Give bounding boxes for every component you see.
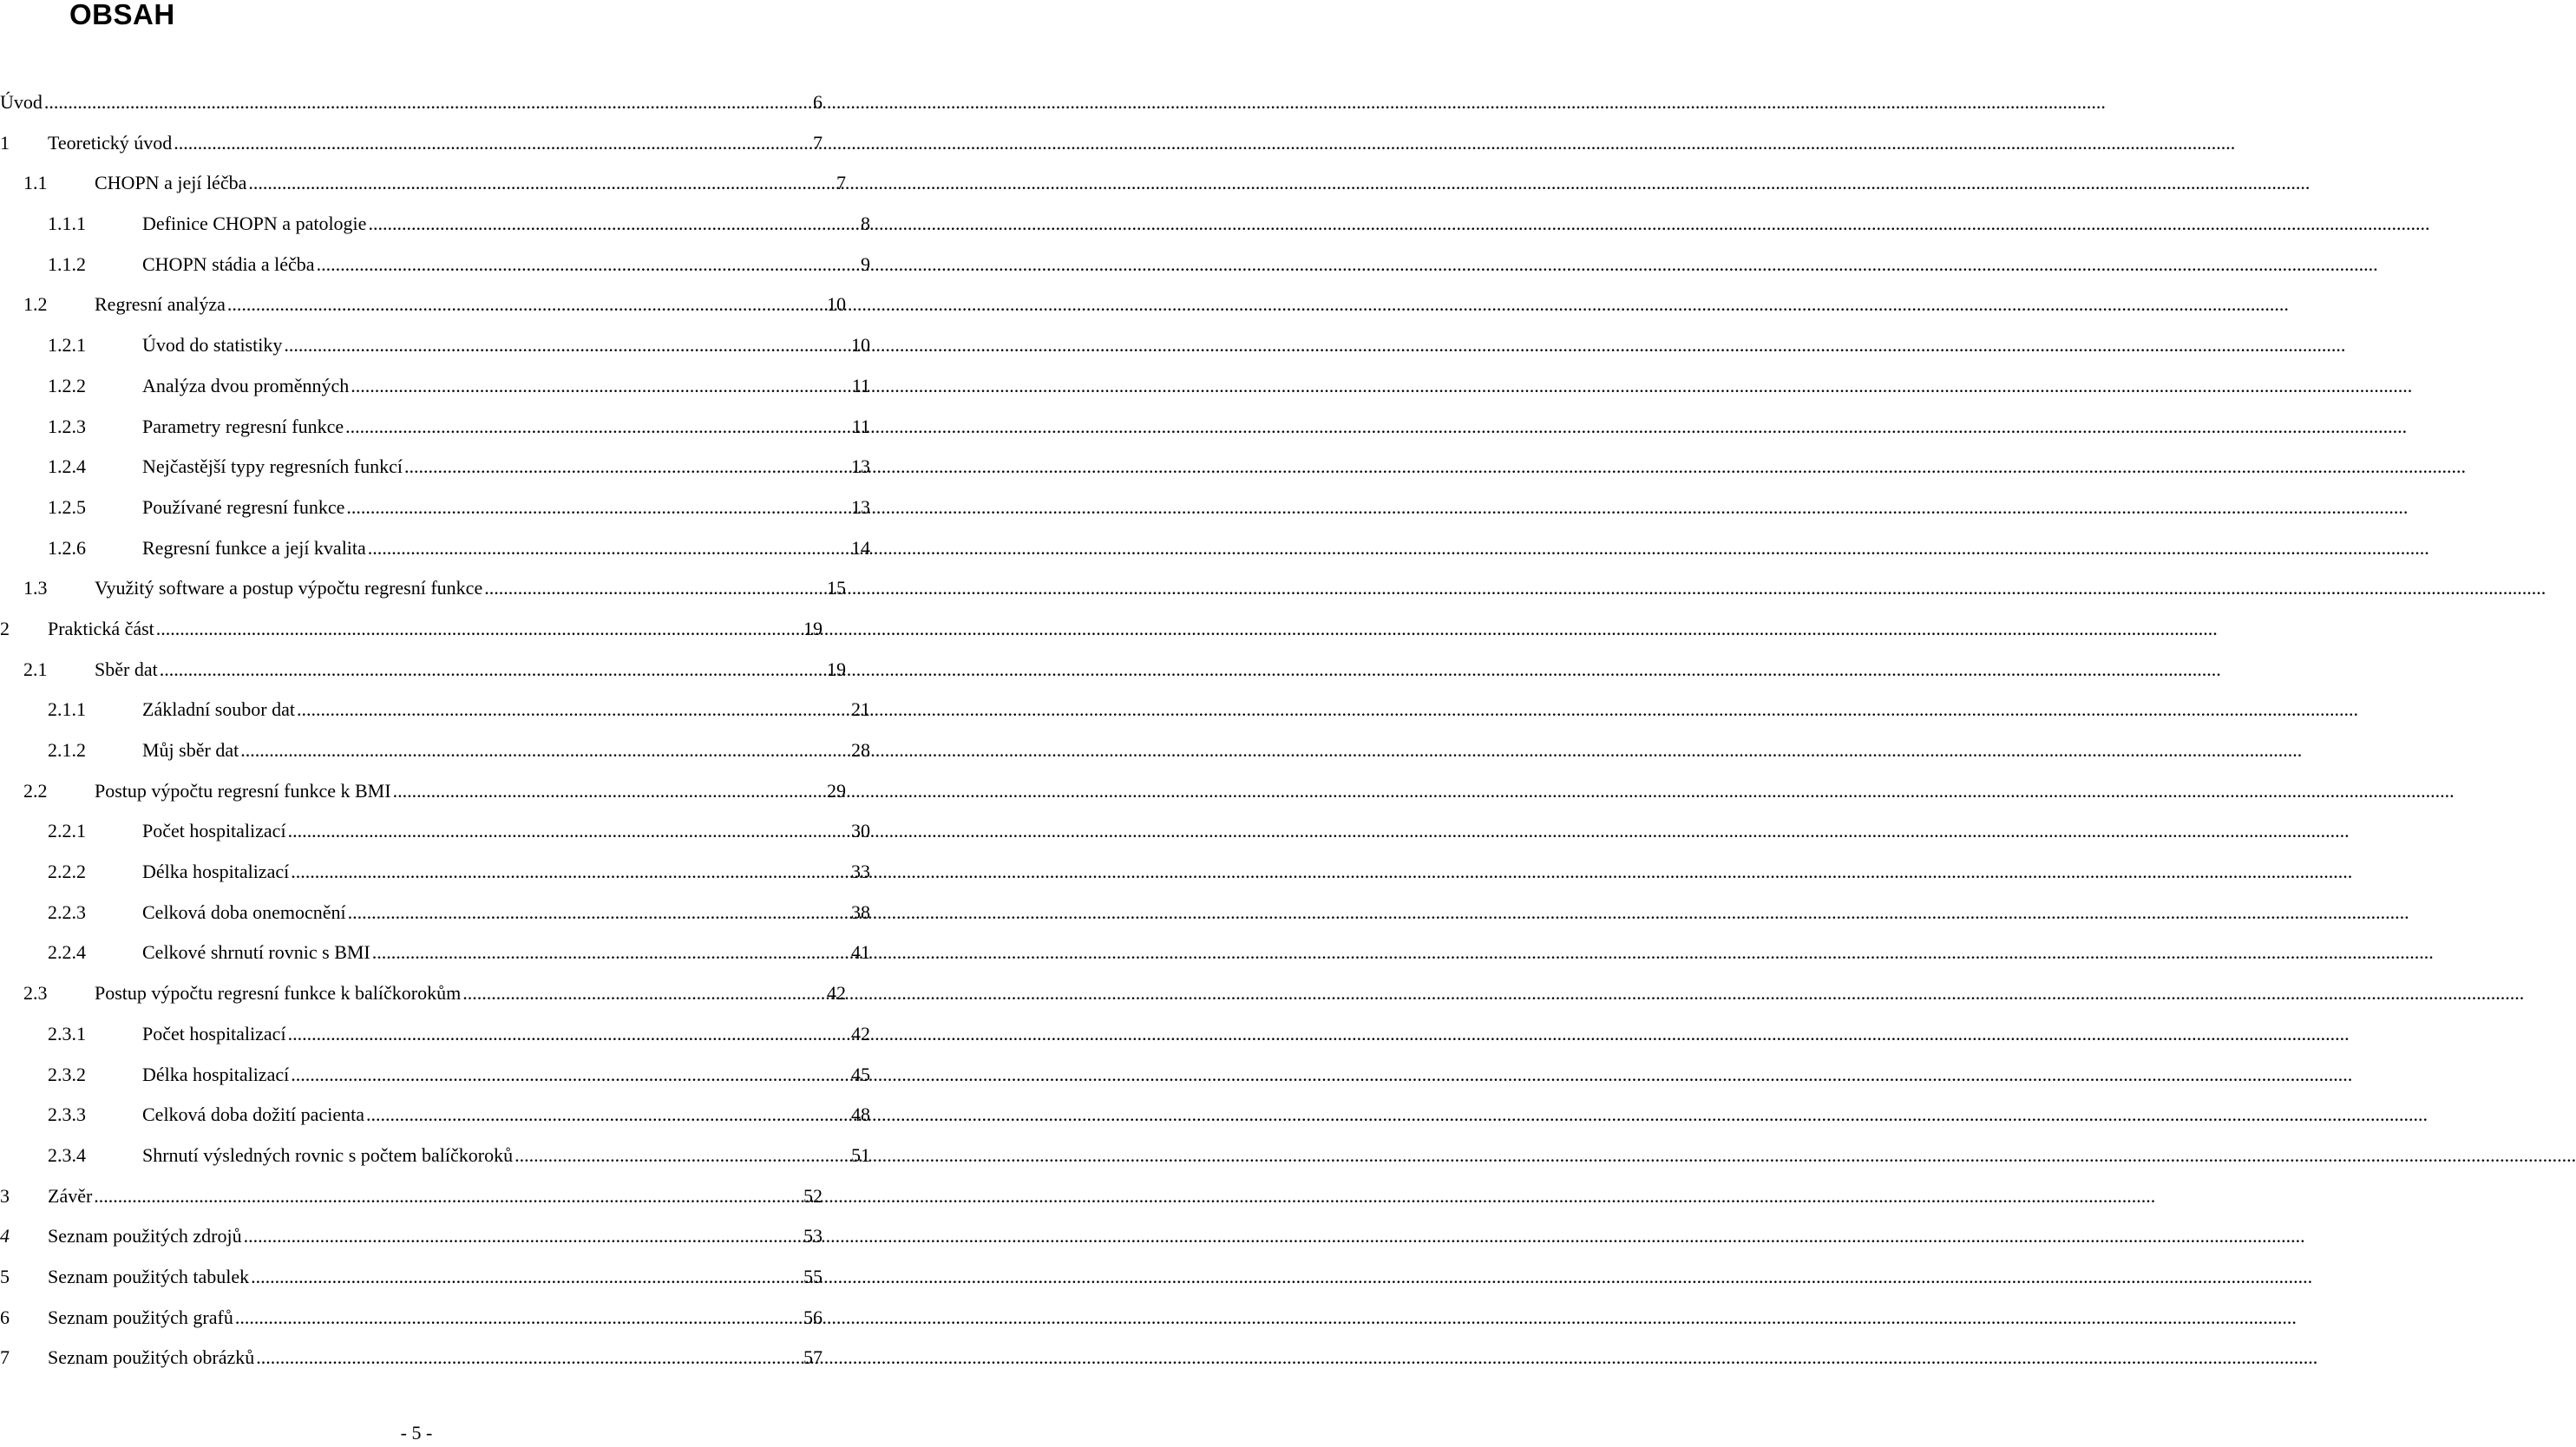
toc-dot-leader [256, 1338, 803, 1378]
toc-entry-page: 55 [803, 1265, 823, 1287]
toc-entry-title: Postup výpočtu regresní funkce k balíčkorokům [95, 982, 462, 1005]
toc-entry[interactable] [0, 1176, 823, 1217]
toc-entry[interactable] [0, 163, 846, 204]
toc-entry-title: Používané regresní funkce [142, 495, 345, 518]
toc-entry-title: Můj sběr dat [142, 739, 239, 761]
toc-entry-title: Seznam použitých tabulek [48, 1265, 250, 1287]
toc-entry-number: 2.3.3 [48, 1103, 86, 1126]
toc-entry-title: Analýza dvou proměnných [142, 374, 350, 396]
toc-dot-leader [160, 650, 826, 691]
toc-entry-page: 11 [851, 415, 870, 437]
toc-entry[interactable] [0, 1298, 823, 1339]
toc-entry-number: 6 [0, 1306, 10, 1328]
toc-entry-number: 1.2.2 [48, 374, 86, 396]
toc-entry-title: Shrnutí výsledných rovnic s počtem balíčkoroků [142, 1143, 514, 1166]
toc-entry-number: 1.1 [23, 172, 48, 194]
toc-entry-number: 1.2.4 [48, 455, 86, 478]
toc-entry-number: 1.3 [23, 577, 48, 599]
toc-dot-leader [44, 82, 812, 123]
toc-entry-page: 10 [827, 293, 846, 316]
toc-entry-title: Definice CHOPN a patologie [142, 213, 367, 235]
toc-entry-title: Počet hospitalizací [142, 820, 286, 842]
page-number: - 5 - [400, 1422, 433, 1444]
toc-entry[interactable] [0, 650, 846, 691]
toc-entry-title: Seznam použitých obrázků [48, 1346, 255, 1369]
toc-entry-page: 11 [851, 374, 870, 396]
toc-entry[interactable] [0, 528, 870, 569]
toc-entry-title: Úvod [0, 91, 43, 113]
toc-entry-page: 21 [851, 698, 870, 721]
toc-entry-number: 2.2.1 [48, 820, 86, 842]
toc-entry[interactable] [0, 488, 870, 528]
toc-entry-title: Regresní analýza [95, 293, 226, 316]
toc-entry-title: Praktická část [48, 617, 154, 639]
toc-entry-page: 6 [813, 91, 823, 113]
toc-entry[interactable] [0, 1014, 870, 1055]
toc-entry-number: 1 [0, 131, 10, 154]
toc-entry-number: 2.1.2 [48, 739, 86, 761]
toc-entry-title: CHOPN a její léčba [95, 172, 247, 194]
toc-entry[interactable] [0, 1338, 823, 1378]
toc-entry-page: 42 [827, 982, 846, 1005]
toc-dot-leader [368, 528, 850, 569]
toc-entry-number: 1.1.1 [48, 213, 86, 235]
toc-entry-number: 2.2 [23, 779, 48, 802]
toc-entry-title: Nejčastější typy regresních funkcí [142, 455, 403, 478]
toc-entry[interactable] [0, 933, 870, 973]
toc-entry[interactable] [0, 690, 870, 730]
toc-dot-leader [484, 568, 826, 609]
toc-dot-leader [244, 1216, 803, 1257]
toc-entry[interactable] [0, 771, 846, 812]
toc-entry-page: 42 [851, 1022, 870, 1044]
toc-dot-leader [462, 973, 826, 1014]
toc-dot-leader [372, 933, 850, 973]
toc-entry[interactable] [0, 1095, 870, 1136]
toc-entry-title: Regresní funkce a její kvalita [142, 536, 366, 559]
toc-entry[interactable] [0, 1216, 823, 1257]
toc-entry-page: 9 [861, 252, 870, 275]
toc-entry-number: 2.3 [23, 982, 48, 1005]
toc-entry-number: 4 [0, 1225, 10, 1247]
toc-entry-number: 2.2.4 [48, 941, 86, 964]
toc-entry-number: 5 [0, 1265, 10, 1287]
toc-entry-title: Celková doba dožití pacienta [142, 1103, 364, 1126]
toc-entry-title: Využitý software a postup výpočtu regresní funkce [95, 577, 483, 599]
toc-entry-page: 13 [851, 495, 870, 518]
toc-entry-page: 19 [803, 617, 823, 639]
toc-entry-page: 51 [851, 1143, 870, 1166]
toc-entry-page: 45 [851, 1063, 870, 1085]
toc-entry-title: Parametry regresní funkce [142, 415, 344, 437]
toc-entry-page: 19 [827, 658, 846, 680]
toc-entry-number: 1.2.1 [48, 334, 86, 357]
toc-entry[interactable] [0, 447, 870, 488]
toc-entry[interactable] [0, 1055, 870, 1096]
toc-entry-number: 1.2.3 [48, 415, 86, 437]
toc-entry[interactable] [0, 245, 870, 285]
toc-entry-page: 38 [851, 900, 870, 923]
toc-dot-leader [251, 1257, 803, 1298]
toc-entry[interactable] [0, 730, 870, 771]
toc-entry[interactable] [0, 285, 846, 325]
toc-entry-number: 3 [0, 1184, 10, 1207]
toc-entry-title: Teoretický úvod [48, 131, 173, 154]
toc-entry-number: 1.2 [23, 293, 48, 316]
toc-dot-leader [297, 690, 850, 730]
toc-entry-title: Celkové shrnutí rovnic s BMI [142, 941, 370, 964]
toc-entry-number: 2 [0, 617, 10, 639]
toc-dot-leader [284, 325, 850, 366]
toc-entry[interactable] [0, 1257, 823, 1298]
toc-entry[interactable] [0, 609, 823, 650]
toc-entry-title: Seznam použitých grafů [48, 1306, 233, 1328]
toc-entry-title: Délka hospitalizací [142, 861, 290, 883]
toc-dot-leader [404, 447, 850, 488]
toc-entry[interactable] [0, 82, 823, 123]
toc-dot-leader [366, 1095, 850, 1136]
toc-dot-leader [368, 204, 860, 245]
toc-entry-page: 8 [861, 213, 870, 235]
page-title: OBSAH [69, 0, 175, 30]
toc-entry-title: Délka hospitalizací [142, 1063, 290, 1085]
toc-entry[interactable] [0, 123, 823, 164]
toc-entry[interactable] [0, 1136, 870, 1176]
toc-entry-page: 57 [803, 1346, 823, 1369]
toc-dot-leader [240, 730, 850, 771]
toc-dot-leader [156, 609, 803, 650]
toc-entry-number: 2.3.4 [48, 1143, 86, 1166]
toc-dot-leader [291, 852, 850, 893]
toc-dot-leader [227, 285, 826, 325]
toc-entry-title: Postup výpočtu regresní funkce k BMI [95, 779, 391, 802]
toc-entry-page: 41 [851, 941, 870, 964]
toc-entry-title: CHOPN stádia a léčba [142, 252, 315, 275]
toc-entry[interactable] [0, 407, 870, 448]
toc-dot-leader [235, 1298, 803, 1339]
toc-dot-leader [291, 1055, 850, 1096]
toc-entry-title: Sběr dat [95, 658, 158, 680]
toc-entry-page: 14 [851, 536, 870, 559]
toc-entry-page: 33 [851, 861, 870, 883]
toc-entry-page: 29 [827, 779, 846, 802]
toc-entry-title: Počet hospitalizací [142, 1022, 286, 1044]
toc-entry-number: 2.2.2 [48, 861, 86, 883]
toc-entry-page: 56 [803, 1306, 823, 1328]
toc-dot-leader [174, 123, 812, 164]
toc-entry-page: 15 [827, 577, 846, 599]
toc-entry[interactable] [0, 325, 870, 366]
toc-entry-number: 2.3.1 [48, 1022, 86, 1044]
toc-entry-number: 2.1.1 [48, 698, 86, 721]
toc-dot-leader [346, 488, 850, 528]
toc-entry[interactable] [0, 852, 870, 893]
toc-entry[interactable] [0, 366, 870, 407]
toc-entry-title: Závěr [48, 1184, 93, 1207]
toc-entry-number: 1.1.2 [48, 252, 86, 275]
toc-entry-number: 2.3.2 [48, 1063, 86, 1085]
toc-entry-page: 52 [803, 1184, 823, 1207]
toc-entry-page: 30 [851, 820, 870, 842]
toc-entry-title: Seznam použitých zdrojů [48, 1225, 242, 1247]
toc-dot-leader [248, 163, 836, 204]
toc-dot-leader [317, 245, 860, 285]
toc-dot-leader [351, 366, 851, 407]
toc-entry-number: 1.2.6 [48, 536, 86, 559]
toc-dot-leader [348, 893, 850, 933]
toc-entry-page: 53 [803, 1225, 823, 1247]
toc-entry-page: 13 [851, 455, 870, 478]
toc-entry[interactable] [0, 893, 870, 933]
toc-entry[interactable] [0, 204, 870, 245]
toc-entry-number: 2.1 [23, 658, 48, 680]
toc-entry-page: 7 [813, 131, 823, 154]
toc-entry-number: 7 [0, 1346, 10, 1369]
toc-dot-leader [515, 1136, 850, 1176]
toc-entry-page: 10 [851, 334, 870, 357]
toc-entry-title: Úvod do statistiky [142, 334, 283, 357]
toc-entry[interactable] [0, 811, 870, 852]
toc-dot-leader [288, 811, 850, 852]
toc-entry-title: Celková doba onemocnění [142, 900, 346, 923]
toc-entry-page: 28 [851, 739, 870, 761]
toc-entry[interactable] [0, 973, 846, 1014]
toc-entry-page: 7 [836, 172, 846, 194]
table-of-contents [0, 82, 870, 1378]
toc-entry-number: 1.2.5 [48, 495, 86, 518]
toc-entry[interactable] [0, 568, 846, 609]
toc-entry-page: 48 [851, 1103, 870, 1126]
toc-entry-number: 2.2.3 [48, 900, 86, 923]
toc-entry-title: Základní soubor dat [142, 698, 295, 721]
toc-dot-leader [393, 771, 826, 812]
toc-dot-leader [288, 1014, 850, 1055]
toc-dot-leader [94, 1176, 803, 1217]
toc-dot-leader [345, 407, 851, 448]
